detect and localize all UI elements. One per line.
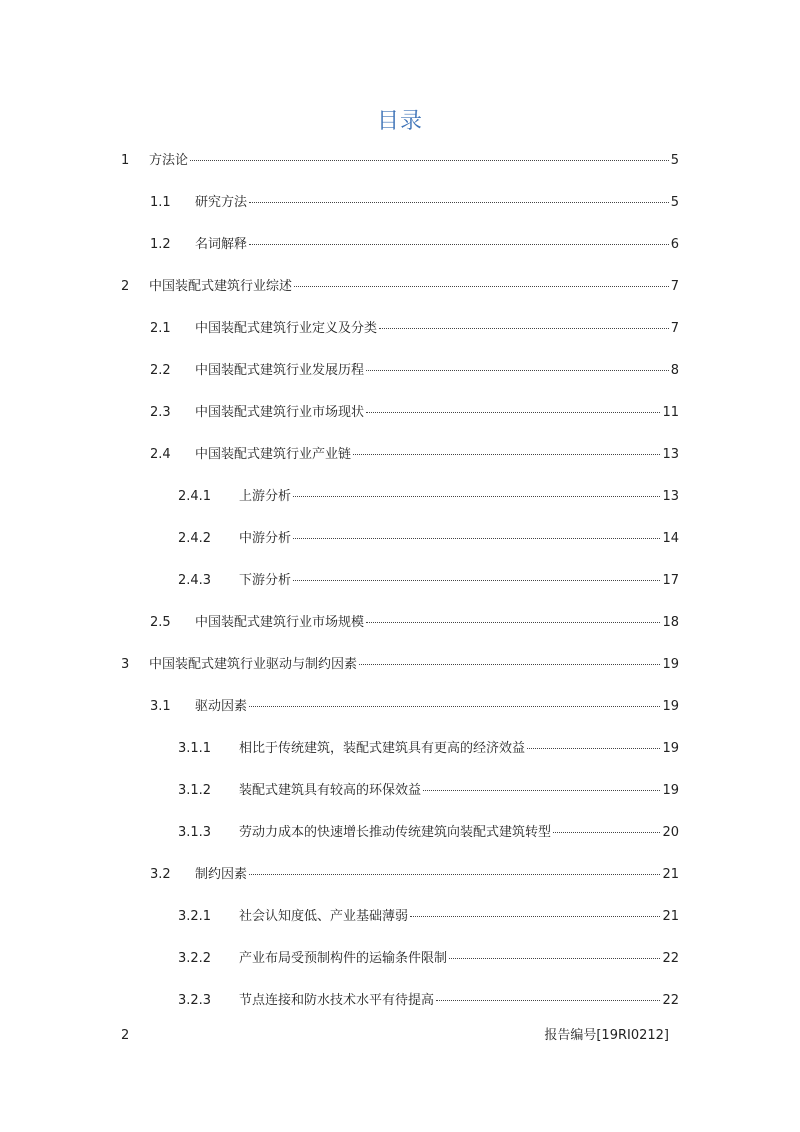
toc-entry-page: 7 bbox=[670, 321, 679, 336]
toc-entry-number: 1.2 bbox=[150, 237, 171, 252]
toc-entry-page: 19 bbox=[662, 741, 679, 756]
toc-entry-page: 7 bbox=[670, 279, 679, 294]
footer-page-number: 2 bbox=[121, 1028, 130, 1043]
toc-entry-title: 产业布局受预制构件的运输条件限制 bbox=[239, 951, 448, 966]
dot-leader bbox=[366, 369, 669, 371]
toc-entry-title: 中国装配式建筑行业驱动与制约因素 bbox=[149, 657, 358, 672]
toc-entry-number: 1 bbox=[121, 153, 130, 168]
dot-leader bbox=[249, 873, 660, 875]
dot-leader bbox=[293, 579, 660, 581]
toc-entry-page: 18 bbox=[662, 615, 679, 630]
dot-leader bbox=[366, 621, 660, 623]
toc-entry-title: 中国装配式建筑行业定义及分类 bbox=[195, 321, 378, 336]
toc-entry-page: 20 bbox=[662, 825, 679, 840]
toc-entry[interactable] bbox=[178, 740, 679, 758]
dot-leader bbox=[527, 747, 660, 749]
toc-entry-number: 2.5 bbox=[150, 615, 171, 630]
toc-entry-number: 3.2 bbox=[150, 867, 171, 882]
dot-leader bbox=[353, 453, 660, 455]
toc-entry-title: 名词解释 bbox=[195, 237, 248, 252]
dot-leader bbox=[449, 957, 660, 959]
toc-entry-title: 中国装配式建筑行业产业链 bbox=[195, 447, 352, 462]
dot-leader bbox=[423, 789, 660, 791]
toc-entry-page: 13 bbox=[662, 489, 679, 504]
toc-entry[interactable] bbox=[121, 278, 679, 296]
toc-entry-page: 21 bbox=[662, 909, 679, 924]
toc-entry-number: 2.2 bbox=[150, 363, 171, 378]
toc-entry[interactable] bbox=[121, 656, 679, 674]
toc-entry[interactable] bbox=[150, 236, 679, 254]
toc-entry-number: 2.1 bbox=[150, 321, 171, 336]
toc-entry-title: 上游分析 bbox=[239, 489, 292, 504]
toc-entry-title: 装配式建筑具有较高的环保效益 bbox=[239, 783, 422, 798]
dot-leader bbox=[293, 537, 660, 539]
toc-entry-page: 5 bbox=[670, 153, 679, 168]
toc-entry[interactable] bbox=[178, 908, 679, 926]
toc-entry-page: 6 bbox=[670, 237, 679, 252]
toc-entry[interactable] bbox=[150, 404, 679, 422]
toc-entry-page: 21 bbox=[662, 867, 679, 882]
toc-entry-number: 3.1 bbox=[150, 699, 171, 714]
toc-entry-page: 19 bbox=[662, 657, 679, 672]
dot-leader bbox=[366, 411, 660, 413]
toc-entry[interactable] bbox=[150, 698, 679, 716]
toc-entry[interactable] bbox=[150, 362, 679, 380]
toc-entry-title: 制约因素 bbox=[195, 867, 248, 882]
dot-leader bbox=[294, 285, 669, 287]
toc-entry-title: 中国装配式建筑行业市场规模 bbox=[195, 615, 365, 630]
toc-entry[interactable] bbox=[150, 446, 679, 464]
toc-entry-page: 14 bbox=[662, 531, 679, 546]
toc-entry-number: 2.4.3 bbox=[178, 573, 212, 588]
toc-entry-number: 2.3 bbox=[150, 405, 171, 420]
toc-entry-number: 3.2.3 bbox=[178, 993, 212, 1008]
toc-entry-page: 13 bbox=[662, 447, 679, 462]
toc-entry-page: 17 bbox=[662, 573, 679, 588]
dot-leader bbox=[410, 915, 660, 917]
toc-entry[interactable] bbox=[178, 824, 679, 842]
toc-entry[interactable] bbox=[150, 320, 679, 338]
dot-leader bbox=[249, 243, 669, 245]
dot-leader bbox=[249, 705, 660, 707]
page-title: 目录 bbox=[376, 109, 423, 134]
toc-entry-title: 中国装配式建筑行业发展历程 bbox=[195, 363, 365, 378]
dot-leader bbox=[379, 327, 669, 329]
toc-entry-number: 3.1.2 bbox=[178, 783, 212, 798]
toc-entry-title: 中国装配式建筑行业综述 bbox=[149, 279, 293, 294]
dot-leader bbox=[553, 831, 660, 833]
toc-entry-title: 下游分析 bbox=[239, 573, 292, 588]
toc-entry[interactable] bbox=[178, 488, 679, 506]
dot-leader bbox=[249, 201, 669, 203]
toc-entry[interactable] bbox=[178, 992, 679, 1010]
toc-entry-number: 3.2.2 bbox=[178, 951, 212, 966]
dot-leader bbox=[359, 663, 660, 665]
toc-entry-number: 3.1.1 bbox=[178, 741, 212, 756]
toc-entry-title: 研究方法 bbox=[195, 195, 248, 210]
toc-entry-title: 中游分析 bbox=[239, 531, 292, 546]
toc-entry-title: 驱动因素 bbox=[195, 699, 248, 714]
toc-entry-page: 8 bbox=[670, 363, 679, 378]
toc-entry-page: 22 bbox=[662, 951, 679, 966]
toc-entry[interactable] bbox=[178, 530, 679, 548]
toc-entry-title: 节点连接和防水技术水平有待提高 bbox=[239, 993, 435, 1008]
dot-leader bbox=[436, 999, 660, 1001]
toc-entry-number: 3.2.1 bbox=[178, 909, 212, 924]
toc-entry-title: 中国装配式建筑行业市场现状 bbox=[195, 405, 365, 420]
toc-entry-number: 1.1 bbox=[150, 195, 171, 210]
toc-entry-page: 5 bbox=[670, 195, 679, 210]
toc-entry-number: 2 bbox=[121, 279, 130, 294]
toc-entry[interactable] bbox=[178, 950, 679, 968]
toc-entry[interactable] bbox=[178, 572, 679, 590]
toc-entry-title: 相比于传统建筑，装配式建筑具有更高的经济效益 bbox=[239, 741, 526, 756]
toc-entry[interactable] bbox=[121, 152, 679, 170]
dot-leader bbox=[293, 495, 660, 497]
toc-entry-number: 2.4.2 bbox=[178, 531, 212, 546]
toc-entry-title: 劳动力成本的快速增长推动传统建筑向装配式建筑转型 bbox=[239, 825, 552, 840]
toc-entry-page: 11 bbox=[662, 405, 679, 420]
toc-entry-page: 22 bbox=[662, 993, 679, 1008]
toc-entry[interactable] bbox=[150, 194, 679, 212]
toc-entry-number: 2.4.1 bbox=[178, 489, 212, 504]
toc-entry-number: 3.1.3 bbox=[178, 825, 212, 840]
toc-entry[interactable] bbox=[150, 866, 679, 884]
toc-entry[interactable] bbox=[178, 782, 679, 800]
footer-report-id: 报告编号[19RI0212] bbox=[544, 1028, 669, 1043]
toc-entry-page: 19 bbox=[662, 699, 679, 714]
toc-entry-page: 19 bbox=[662, 783, 679, 798]
toc-entry-title: 社会认知度低、产业基础薄弱 bbox=[239, 909, 409, 924]
toc-entry-number: 3 bbox=[121, 657, 130, 672]
toc-entry-title: 方法论 bbox=[149, 153, 189, 168]
toc-entry-number: 2.4 bbox=[150, 447, 171, 462]
toc-entry[interactable] bbox=[150, 614, 679, 632]
dot-leader bbox=[190, 159, 669, 161]
